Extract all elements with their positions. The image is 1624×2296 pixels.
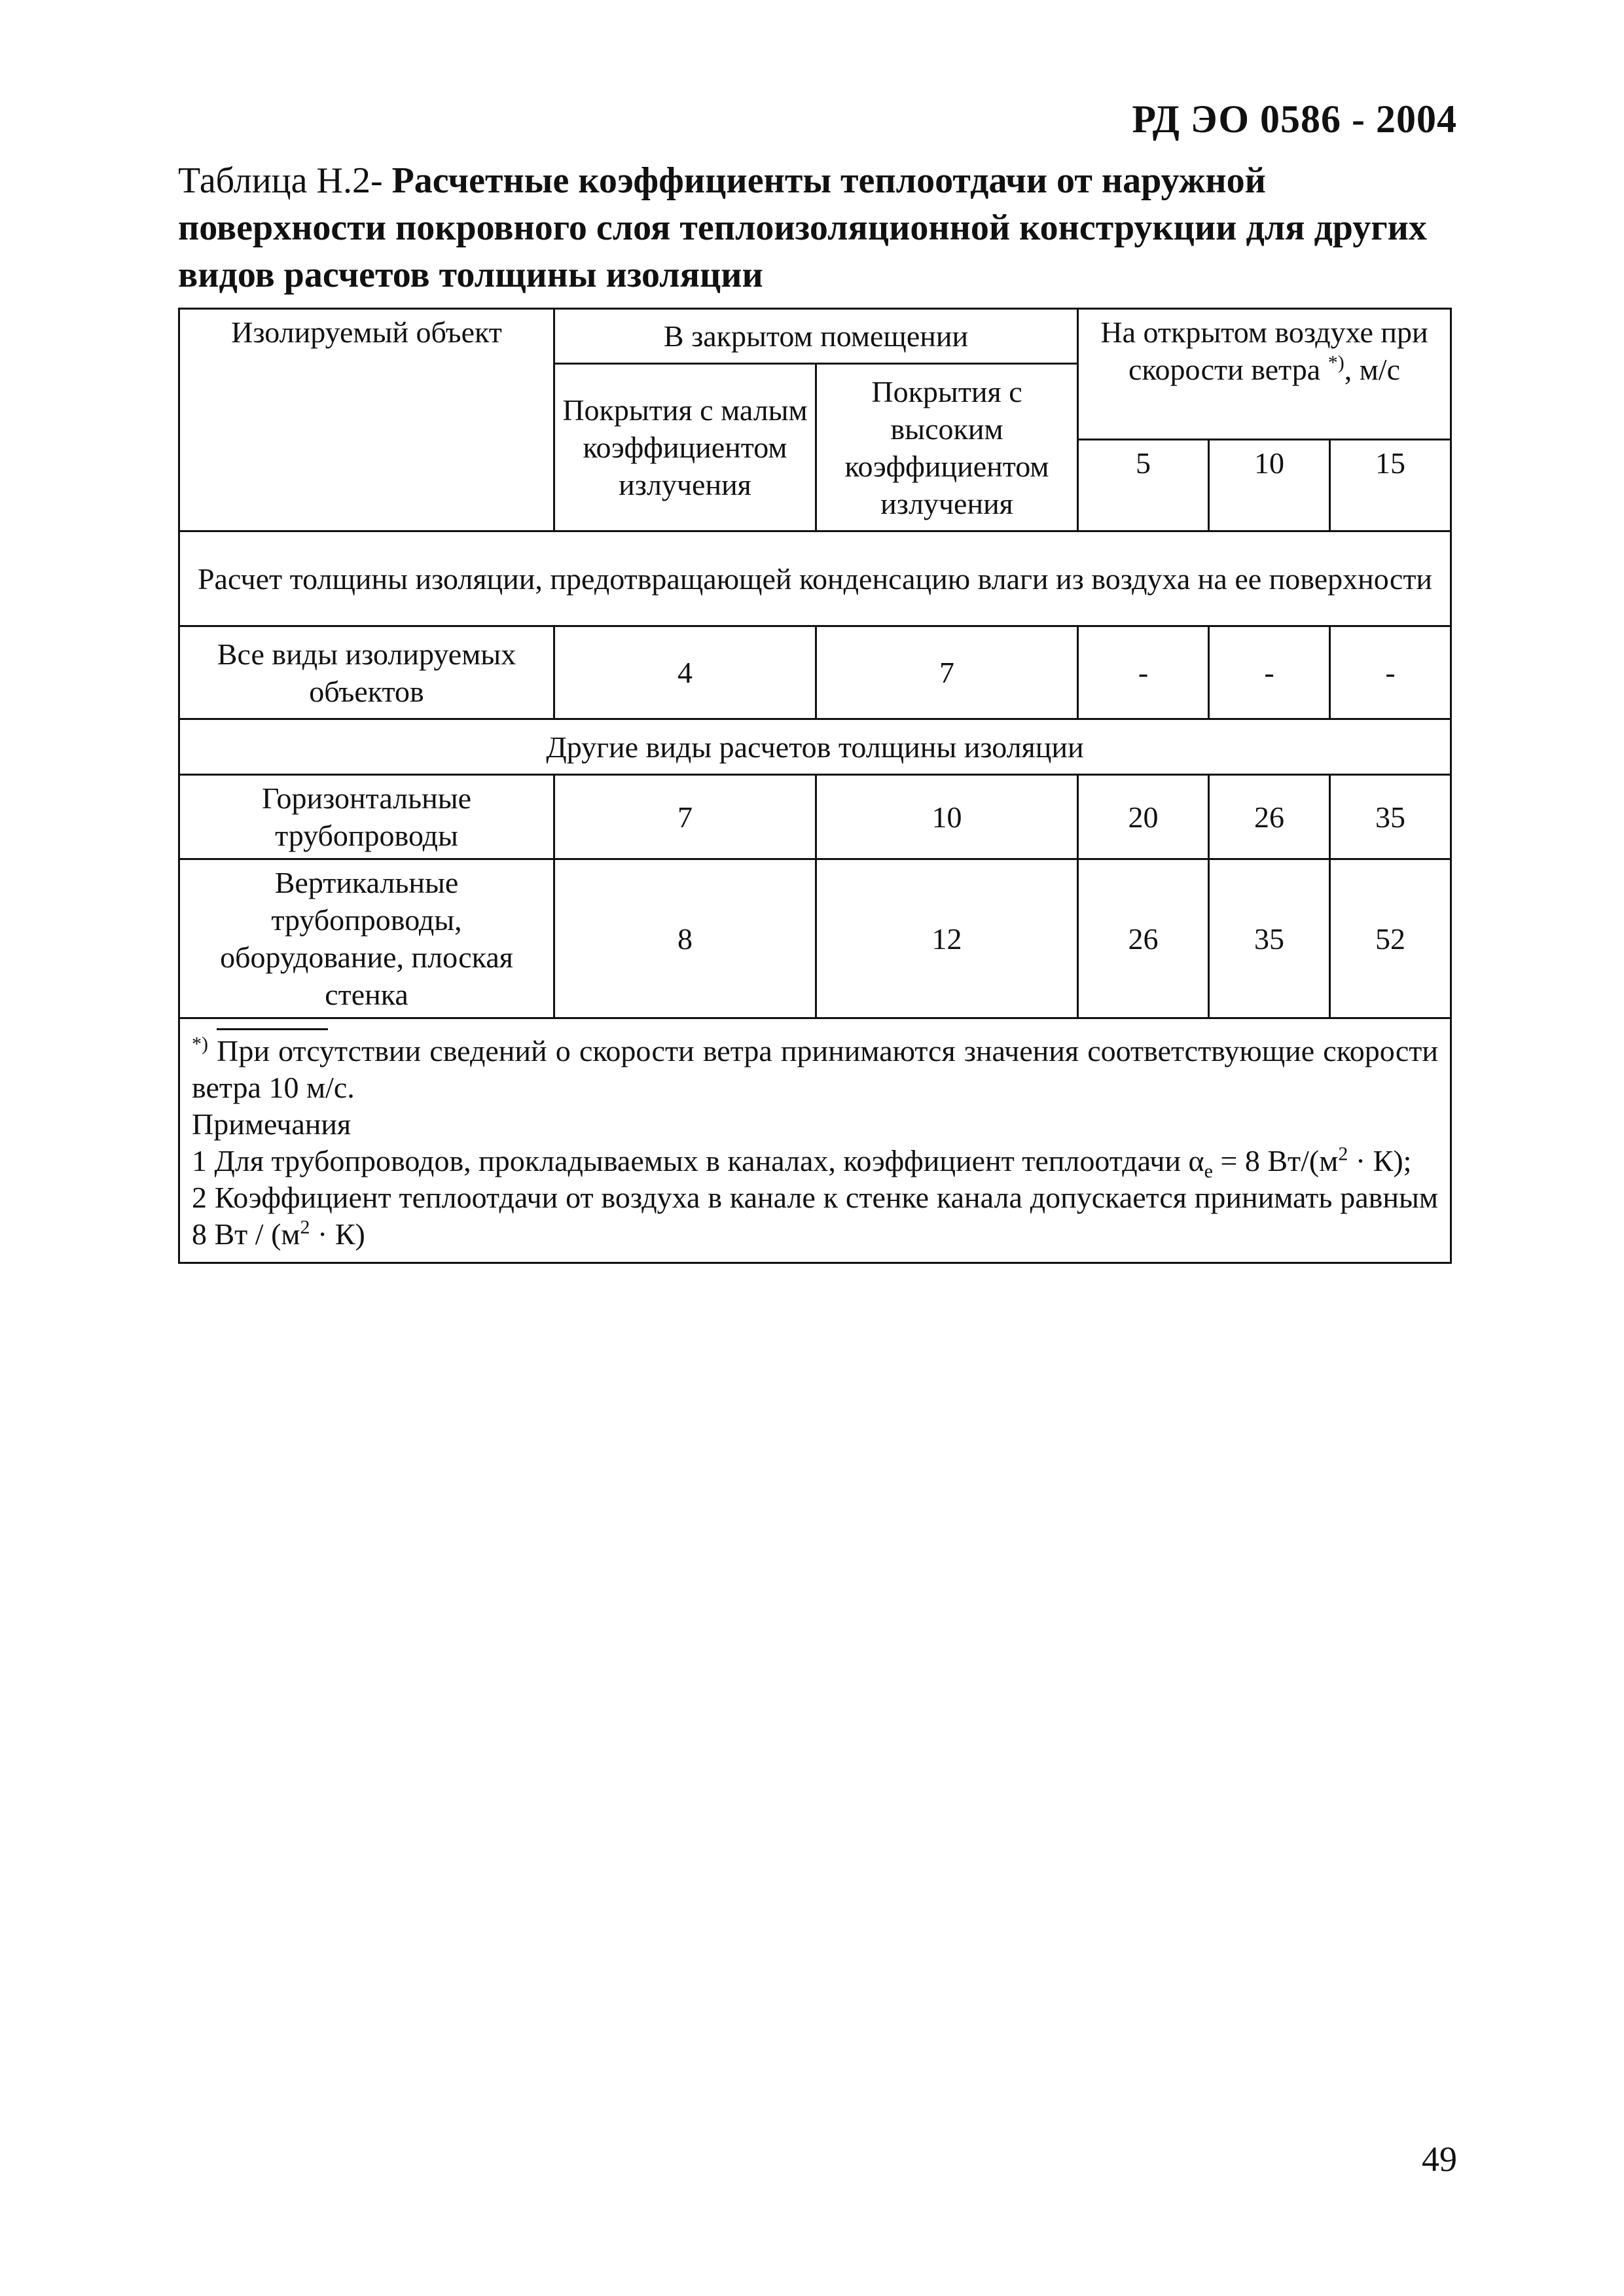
- header-outdoor-text: На открытом воздухе при скорости ветра: [1100, 315, 1428, 386]
- page-number: 49: [1422, 2140, 1457, 2179]
- row-value: 7: [554, 775, 816, 859]
- row-value: 52: [1330, 859, 1451, 1018]
- note-2: [192, 1179, 1438, 1253]
- row-value: -: [1209, 626, 1330, 719]
- table-row: [179, 775, 1451, 859]
- row-object: Горизонтальные трубопроводы: [179, 775, 554, 859]
- header-indoor: В закрытом помещении: [554, 309, 1078, 364]
- header-indoor-high-emissivity: Покрытия с высоким коэффициентом излучения: [816, 364, 1078, 531]
- row-value: -: [1078, 626, 1209, 719]
- table-notes: [179, 1018, 1451, 1263]
- row-value: 20: [1078, 775, 1209, 859]
- note-2-text: 2 Коэффициент теплоотдачи от воздуха в канале к стенке канала допускается принимать равным 8 Вт / (м: [192, 1181, 1439, 1251]
- row-value: 12: [816, 859, 1078, 1018]
- note-1: [192, 1143, 1438, 1183]
- note-1-superscript: 2: [1338, 1143, 1348, 1165]
- row-value: 35: [1209, 859, 1330, 1018]
- notes-heading: Примечания: [192, 1107, 352, 1141]
- note-1-text: 1 Для трубопроводов, прокладываемых в каналах, коэффициент теплоотдачи α: [192, 1144, 1204, 1177]
- footnote-text: При отсутствии сведений о скорости ветра принимаются значения соответствующие скорости ветра 10 м/с.: [192, 1034, 1439, 1104]
- table-title-text: Расчетные коэффициенты теплоотдачи от наружной поверхности покровного слоя теплоизоляционной конструкции для других видов расчетов толщины изоляции: [178, 160, 1427, 295]
- note-1-unit: · К);: [1348, 1144, 1412, 1177]
- row-value: 8: [554, 859, 816, 1018]
- table-title: [178, 157, 1454, 298]
- document-code: РД ЭО 0586 - 2004: [1132, 98, 1457, 141]
- header-outdoor-footnote-mark: *): [1327, 351, 1344, 374]
- row-object: Вертикальные трубопроводы, оборудование, плоская стенка: [179, 859, 554, 1018]
- header-wind-speed: 15: [1330, 440, 1451, 531]
- row-value: 4: [554, 626, 816, 719]
- header-object: Изолируемый объект: [179, 309, 554, 531]
- table-row: [179, 859, 1451, 1018]
- note-2-superscript: 2: [300, 1216, 310, 1238]
- heat-transfer-table: [178, 308, 1452, 1264]
- row-object: Все виды изолируемых объектов: [179, 626, 554, 719]
- section-other-title: Другие виды расчетов толщины изоляции: [179, 719, 1451, 775]
- note-1-value: = 8 Вт/(м: [1212, 1144, 1339, 1177]
- note-1-subscript: е: [1204, 1160, 1213, 1183]
- header-indoor-low-emissivity: Покрытия с малым коэффициентом излучения: [554, 364, 816, 531]
- header-outdoor-unit: , м/с: [1344, 353, 1400, 386]
- footnote-rule: [217, 1028, 328, 1030]
- header-wind-speed: 10: [1209, 440, 1330, 531]
- table-title-lead: Таблица Н.2-: [178, 160, 383, 201]
- table-row: [179, 626, 1451, 719]
- note-2-unit: · К): [310, 1217, 365, 1251]
- footnote-mark: *): [192, 1033, 208, 1055]
- section-condensation-title: Расчет толщины изоляции, предотвращающей конденсацию влаги из воздуха на ее поверхности: [179, 531, 1451, 626]
- row-value: 10: [816, 775, 1078, 859]
- row-value: 7: [816, 626, 1078, 719]
- row-value: 35: [1330, 775, 1451, 859]
- header-outdoor: [1078, 309, 1451, 440]
- header-wind-speed: 5: [1078, 440, 1209, 531]
- row-value: -: [1330, 626, 1451, 719]
- row-value: 26: [1078, 859, 1209, 1018]
- row-value: 26: [1209, 775, 1330, 859]
- footnote: [192, 1033, 1438, 1106]
